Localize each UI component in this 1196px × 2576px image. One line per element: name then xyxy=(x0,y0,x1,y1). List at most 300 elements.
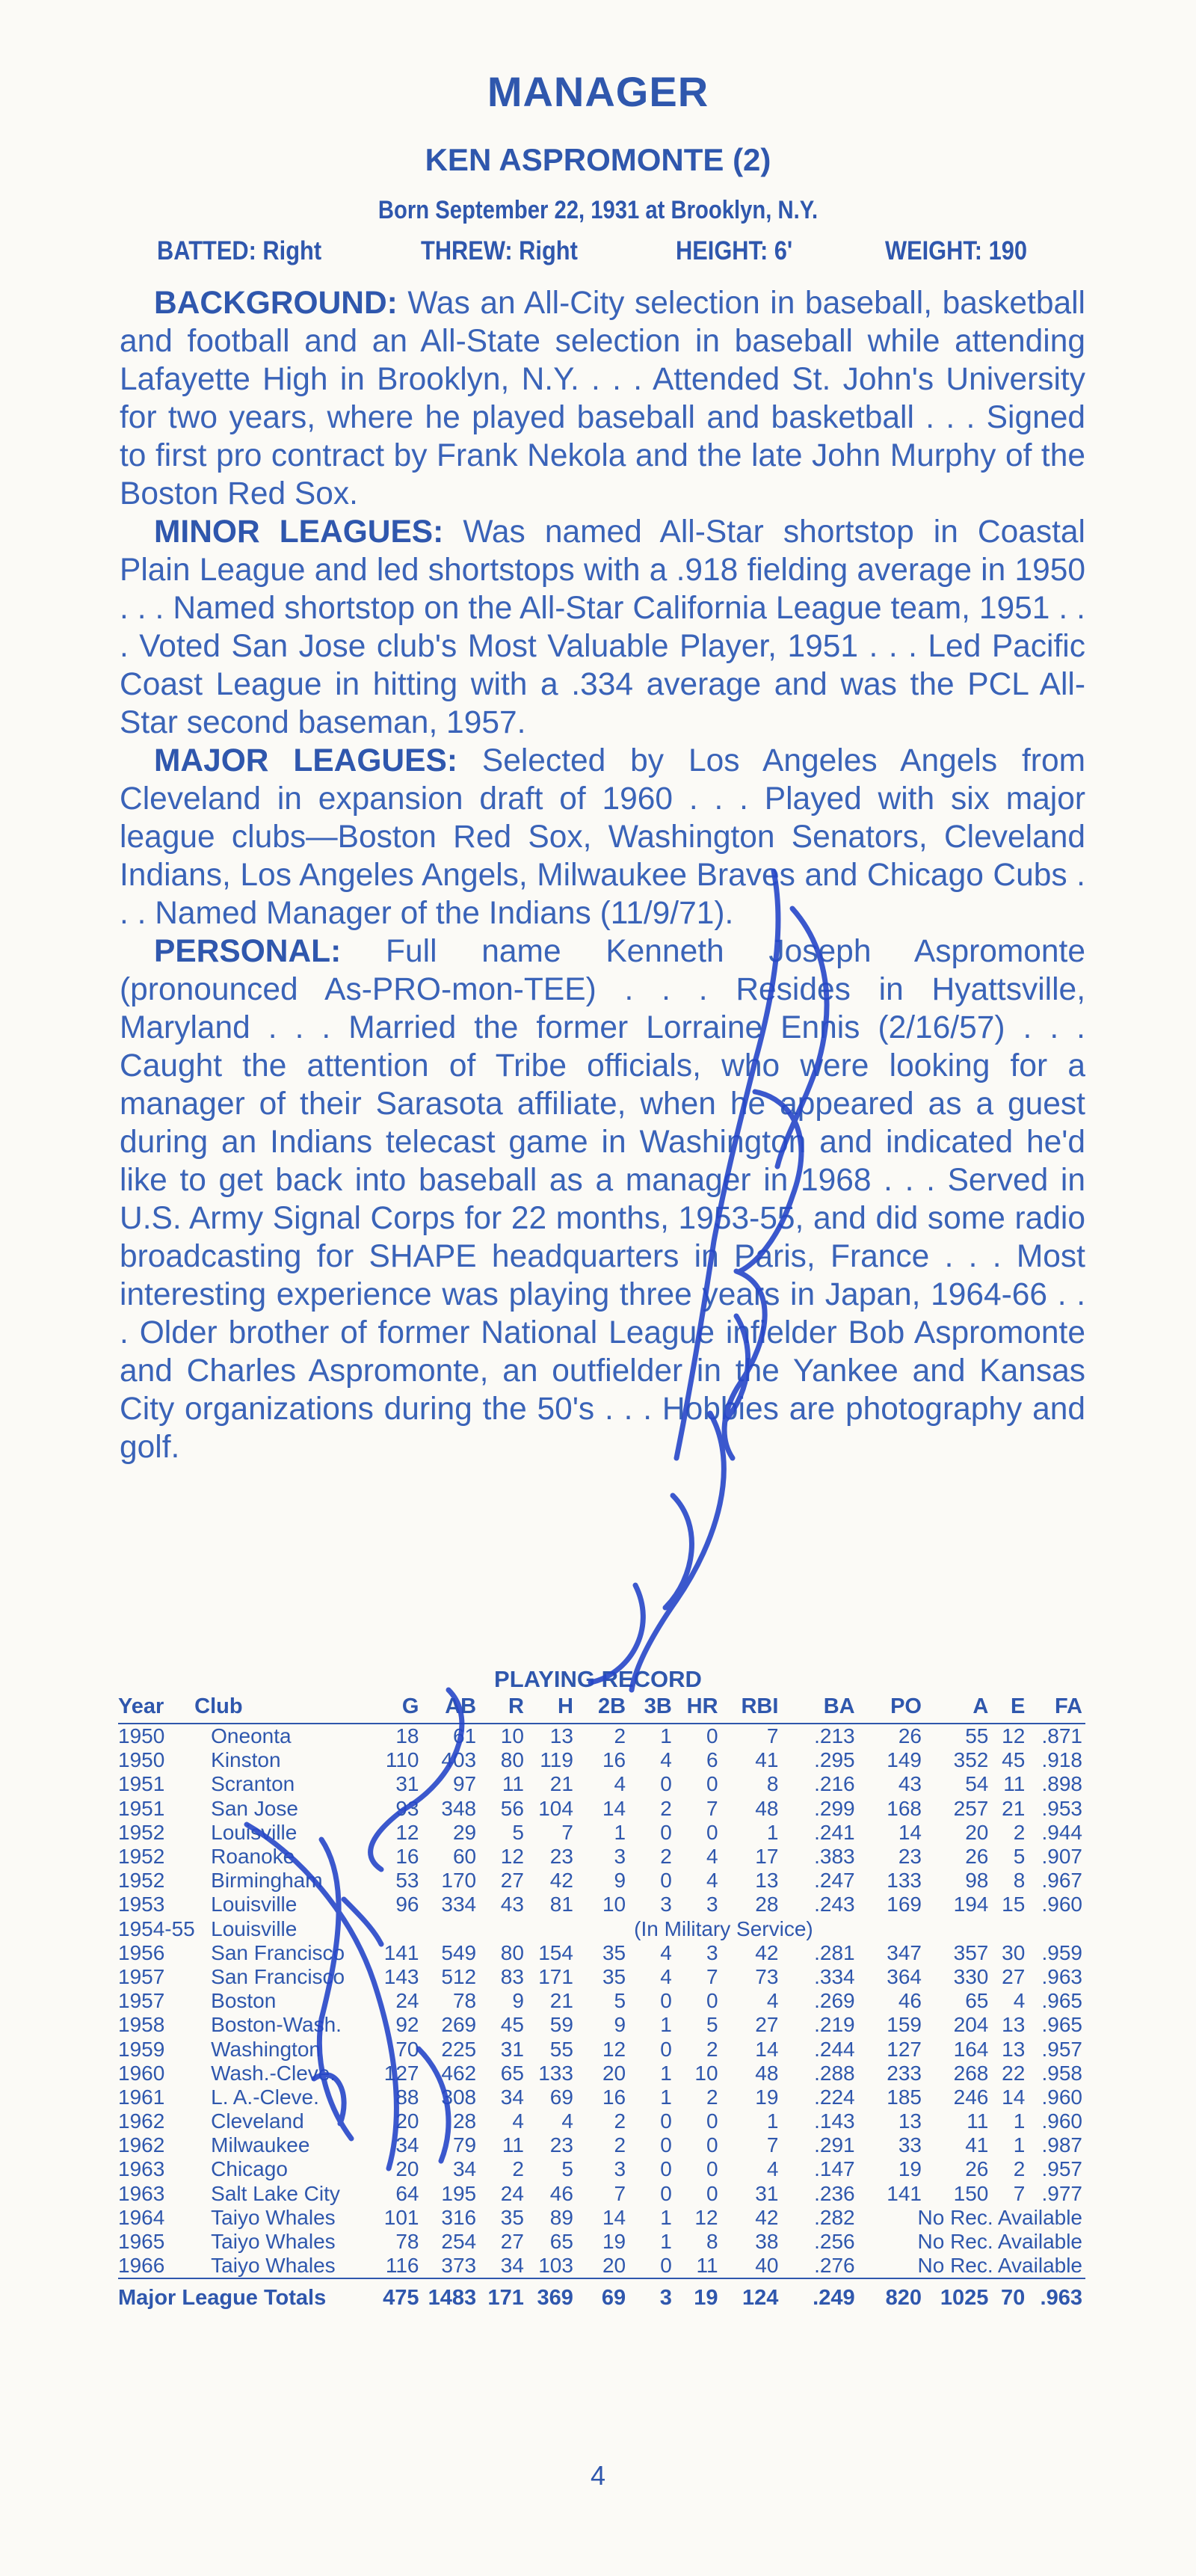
playing-record-table xyxy=(118,1693,1085,2314)
column-header: HR xyxy=(675,1693,721,1724)
totals-cell: 70 xyxy=(991,2278,1028,2314)
table-cell: Salt Lake City xyxy=(211,2181,340,2205)
table-cell: 26 xyxy=(965,2157,989,2181)
totals-cell: .249 xyxy=(781,2278,857,2314)
table-cell: 65 xyxy=(965,1989,989,2013)
table-cell: 0 xyxy=(660,2254,672,2278)
table-row xyxy=(118,2133,1085,2157)
table-cell: Taiyo Whales xyxy=(211,2254,336,2278)
table-cell: 0 xyxy=(706,1772,718,1796)
totals-cell: 3 xyxy=(629,2278,675,2314)
table-cell: .219 xyxy=(814,2013,855,2037)
table-cell: 89 xyxy=(549,2205,573,2229)
table-cell: 46 xyxy=(898,1989,922,2013)
table-cell: 2 xyxy=(512,2157,524,2181)
table-cell: .299 xyxy=(814,1796,855,1820)
table-cell: 133 xyxy=(538,2061,573,2085)
threw: THREW: Right xyxy=(420,236,578,265)
table-cell: .960 xyxy=(1041,2085,1082,2109)
totals-row xyxy=(118,2278,1085,2314)
table-cell: 93 xyxy=(395,1796,419,1820)
table-cell: 0 xyxy=(706,1989,718,2013)
table-cell: 23 xyxy=(898,1845,922,1869)
table-cell: 1 xyxy=(766,2109,779,2133)
table-cell: 141 xyxy=(383,1940,419,1964)
table-cell: 1950 xyxy=(118,1724,165,1748)
table-cell: 1 xyxy=(614,1820,626,1844)
table-cell: 21 xyxy=(549,1772,573,1796)
background-label: BACKGROUND: xyxy=(154,286,398,321)
table-cell: .957 xyxy=(1041,2157,1082,2181)
table-row xyxy=(118,1965,1085,1989)
column-header: 3B xyxy=(629,1693,675,1724)
table-cell: 357 xyxy=(953,1940,989,1964)
table-cell: 1951 xyxy=(118,1796,165,1820)
table-cell: 171 xyxy=(538,1964,573,1988)
table-cell: 1954-55 xyxy=(118,1916,195,1940)
table-cell: 21 xyxy=(549,1989,573,2013)
table-cell: 110 xyxy=(385,1748,419,1772)
table-cell: 54 xyxy=(965,1772,989,1796)
table-row xyxy=(118,1917,1085,1941)
table-cell: 254 xyxy=(441,2230,477,2254)
table-cell: 373 xyxy=(441,2254,477,2278)
table-cell: 70 xyxy=(395,2037,419,2061)
totals-cell: 69 xyxy=(576,2278,629,2314)
table-cell: 1959 xyxy=(118,2037,165,2061)
table-cell: 512 xyxy=(441,1964,477,1988)
totals-cell: 1025 xyxy=(925,2278,991,2314)
major-leagues-label: MAJOR LEAGUES: xyxy=(154,743,457,778)
table-cell: 80 xyxy=(500,1940,524,1964)
table-cell: 0 xyxy=(660,2157,672,2181)
table-cell: 1958 xyxy=(118,2013,165,2037)
table-cell: .269 xyxy=(814,1989,855,2013)
table-cell: 20 xyxy=(965,1820,989,1844)
table-cell: (In Military Service) xyxy=(634,1916,813,1940)
table-cell: 0 xyxy=(660,1820,672,1844)
table-cell: 168 xyxy=(887,1796,922,1820)
table-cell: 5 xyxy=(706,2013,718,2037)
table-cell: 334 xyxy=(441,1893,477,1916)
table-cell: 42 xyxy=(549,1869,573,1893)
table-cell: 308 xyxy=(441,2085,477,2109)
totals-cell: 19 xyxy=(675,2278,721,2314)
table-cell: 34 xyxy=(500,2085,524,2109)
table-cell: 4 xyxy=(1013,1989,1026,2013)
totals-cell: 124 xyxy=(721,2278,782,2314)
table-cell: 1952 xyxy=(118,1845,165,1869)
table-cell: 96 xyxy=(395,1893,419,1916)
table-cell: 269 xyxy=(441,2013,477,2037)
background-text: Was an All-City selection in baseball, basketball and football and an All-State selection in baseball while attending Lafayette High in Brooklyn, N.Y. . . . Attended St. John's University for two years, where he played baseball and basketball . . . Signed to first pro contract by Frank Nekola and the late John Murphy of the Boston Red Sox. xyxy=(120,286,1085,511)
table-row xyxy=(118,2230,1085,2254)
table-cell: 48 xyxy=(755,1796,779,1820)
table-cell: 14 xyxy=(898,1820,922,1844)
table-cell: 1957 xyxy=(118,1989,165,2013)
table-cell: 48 xyxy=(755,2061,779,2085)
table-cell: .957 xyxy=(1041,2037,1082,2061)
personal-label: PERSONAL: xyxy=(154,934,342,969)
table-row xyxy=(118,1989,1085,2013)
table-cell: 347 xyxy=(887,1940,922,1964)
table-cell: 4 xyxy=(660,1748,672,1772)
table-cell: Louisville xyxy=(211,1916,298,1940)
table-cell: Chicago xyxy=(211,2157,288,2181)
table-cell: 60 xyxy=(452,1845,477,1869)
table-cell: 19 xyxy=(898,2157,922,2181)
table-cell: 80 xyxy=(500,1748,524,1772)
table-row xyxy=(118,2062,1085,2085)
table-cell: 1966 xyxy=(118,2254,165,2278)
table-cell: 27 xyxy=(500,1869,524,1893)
table-cell: 3 xyxy=(614,1845,626,1869)
table-cell: 12 xyxy=(1002,1724,1026,1748)
column-header: AB xyxy=(422,1693,479,1724)
table-cell: San Jose xyxy=(211,1796,298,1820)
table-cell: 4 xyxy=(561,2109,573,2133)
table-row xyxy=(118,2013,1085,2037)
table-cell: 116 xyxy=(385,2254,419,2278)
totals-cell: 820 xyxy=(858,2278,925,2314)
table-cell: 154 xyxy=(538,1940,573,1964)
table-cell: .213 xyxy=(814,1724,855,1748)
table-cell: 43 xyxy=(898,1772,922,1796)
table-cell: 27 xyxy=(500,2230,524,2254)
table-row xyxy=(118,2085,1085,2109)
table-cell: 20 xyxy=(395,2109,419,2133)
table-cell: .147 xyxy=(814,2157,855,2181)
table-cell: 119 xyxy=(540,1748,573,1772)
table-row xyxy=(118,2206,1085,2230)
major-leagues-paragraph xyxy=(120,742,1085,932)
table-cell: 1952 xyxy=(118,1869,165,1893)
table-cell: 45 xyxy=(500,2013,524,2037)
table-row xyxy=(118,1821,1085,1845)
table-cell: 4 xyxy=(512,2109,524,2133)
table-cell: 79 xyxy=(452,2133,477,2157)
table-cell: 13 xyxy=(1002,2013,1026,2037)
table-cell: 7 xyxy=(766,2133,779,2157)
totals-cell: .963 xyxy=(1028,2278,1085,2314)
table-cell: 23 xyxy=(549,2133,573,2157)
table-cell: Wash.-Cleve. xyxy=(211,2061,336,2085)
height: HEIGHT: 6' xyxy=(675,236,793,265)
table-cell: 65 xyxy=(500,2061,524,2085)
table-cell: 127 xyxy=(383,2061,419,2085)
table-cell: Taiyo Whales xyxy=(211,2205,336,2229)
table-cell: 0 xyxy=(706,1724,718,1748)
table-cell: 4 xyxy=(660,1964,672,1988)
page-title: MANAGER xyxy=(487,68,709,115)
table-cell: 26 xyxy=(898,1724,922,1748)
table-cell: 42 xyxy=(755,2205,779,2229)
column-header: FA xyxy=(1028,1693,1085,1724)
table-cell: 12 xyxy=(395,1820,419,1844)
table-cell: 78 xyxy=(395,2230,419,2254)
table-cell: Cleveland xyxy=(211,2109,304,2133)
table-cell: 159 xyxy=(887,2013,922,2037)
table-cell: 17 xyxy=(755,1845,779,1869)
table-cell: .282 xyxy=(814,2205,855,2229)
table-cell: 4 xyxy=(706,1869,718,1893)
minor-leagues-paragraph xyxy=(120,513,1085,742)
table-row xyxy=(118,1797,1085,1821)
table-cell: 150 xyxy=(953,2181,989,2205)
table-cell: 34 xyxy=(452,2157,477,2181)
table-cell: 11 xyxy=(967,2109,989,2133)
table-cell: 149 xyxy=(887,1748,922,1772)
table-cell: 8 xyxy=(706,2230,718,2254)
table-cell: 2 xyxy=(614,2109,626,2133)
table-cell: 26 xyxy=(965,1845,989,1869)
table-cell: No Rec. Available xyxy=(917,2254,1082,2278)
record-header-row xyxy=(118,1693,1085,1724)
table-cell: 1 xyxy=(660,2013,672,2037)
table-cell: 33 xyxy=(898,2133,922,2157)
table-cell: 4 xyxy=(706,1845,718,1869)
table-cell: .216 xyxy=(814,1772,855,1796)
table-cell: 42 xyxy=(755,1940,779,1964)
table-cell: 29 xyxy=(452,1820,477,1844)
table-cell: 194 xyxy=(953,1893,989,1916)
table-cell: 364 xyxy=(887,1964,922,1988)
table-row xyxy=(118,2157,1085,2181)
table-cell: 1963 xyxy=(118,2157,165,2181)
table-cell: 1 xyxy=(660,2205,672,2229)
table-cell: 330 xyxy=(953,1964,989,1988)
table-cell: 27 xyxy=(755,2013,779,2037)
table-cell: 143 xyxy=(383,1964,419,1988)
table-cell: .247 xyxy=(814,1869,855,1893)
table-cell: .256 xyxy=(814,2230,855,2254)
table-cell: 19 xyxy=(602,2230,626,2254)
table-cell: 92 xyxy=(395,2013,419,2037)
table-cell: 27 xyxy=(1002,1964,1026,1988)
table-cell: 7 xyxy=(561,1820,573,1844)
table-cell: 31 xyxy=(500,2037,524,2061)
table-cell: 1 xyxy=(766,1820,779,1844)
table-cell: 9 xyxy=(614,1869,626,1893)
table-cell: .291 xyxy=(814,2133,855,2157)
table-cell: 46 xyxy=(549,2181,573,2205)
table-cell: 69 xyxy=(549,2085,573,2109)
table-cell: 20 xyxy=(602,2061,626,2085)
table-cell: 8 xyxy=(1013,1869,1026,1893)
table-cell: Boston-Wash. xyxy=(211,2013,342,2037)
column-header: H xyxy=(527,1693,576,1724)
table-cell: No Rec. Available xyxy=(917,2205,1082,2229)
table-cell: 41 xyxy=(965,2133,989,2157)
table-cell: 11 xyxy=(502,2133,524,2157)
table-cell: 12 xyxy=(694,2205,718,2229)
table-cell: 0 xyxy=(706,2157,718,2181)
table-cell: 4 xyxy=(660,1940,672,1964)
table-cell: Kinston xyxy=(211,1748,281,1772)
table-cell: .944 xyxy=(1041,1820,1082,1844)
table-cell: .871 xyxy=(1041,1724,1082,1748)
table-cell: .965 xyxy=(1041,1989,1082,2013)
table-cell: 11 xyxy=(696,2254,718,2278)
table-cell: 1951 xyxy=(118,1772,165,1796)
table-cell: 1 xyxy=(660,1724,672,1748)
table-cell: 41 xyxy=(755,1748,779,1772)
totals-cell: Major League Totals xyxy=(118,2278,365,2314)
table-row xyxy=(118,1941,1085,1965)
table-cell: 1953 xyxy=(118,1893,165,1916)
totals-cell: 1483 xyxy=(422,2278,479,2314)
totals-cell: 475 xyxy=(365,2278,422,2314)
table-cell: .918 xyxy=(1041,1748,1082,1772)
personal-text: Full name Kenneth Joseph Aspromonte (pronounced As-PRO-mon-TEE) . . . Resides in Hyattsville, Maryland . . . Married the former Lorraine Ennis (2/16/57) . . . Caught the attention of Tribe officials, who were looking for a manager of their Sarasota affiliate, when he appeared as a guest during an Indians telecast game in Washington and indicated he'd like to get back into baseball as a manager in 1968 . . . Served in U.S. Army Signal Corps for 22 months, 1953-55, and did some radio broadcasting for SHAPE headquarters in Paris, France . . . Most interesting experience was playing three years in Japan, 1964-66 . . . Older brother of former National League infielder Bob Aspromonte and Charles Aspromonte, an outfielder in the Yankee and Kansas City organizations during the 50's . . . Hobbies are photography and golf. xyxy=(120,934,1085,1465)
table-cell: 88 xyxy=(395,2085,419,2109)
table-cell: 14 xyxy=(602,2205,626,2229)
table-cell: San Francisco xyxy=(211,1964,345,1988)
table-cell: .334 xyxy=(814,1964,855,1988)
table-cell: 35 xyxy=(602,1964,626,1988)
table-cell: 1 xyxy=(660,2230,672,2254)
table-cell: .383 xyxy=(814,1845,855,1869)
table-cell: 2 xyxy=(706,2037,718,2061)
table-cell: .243 xyxy=(814,1893,855,1916)
table-cell: 43 xyxy=(500,1893,524,1916)
column-header: Club xyxy=(194,1693,365,1724)
table-cell: 0 xyxy=(660,1989,672,2013)
table-cell: 98 xyxy=(965,1869,989,1893)
table-cell: 2 xyxy=(614,2133,626,2157)
table-cell: 225 xyxy=(441,2037,477,2061)
table-cell: .963 xyxy=(1041,1964,1082,1988)
table-cell: 1 xyxy=(660,2085,672,2109)
totals-cell: 171 xyxy=(479,2278,527,2314)
table-cell: 10 xyxy=(694,2061,718,2085)
table-cell: 5 xyxy=(561,2157,573,2181)
table-cell: 10 xyxy=(500,1724,524,1748)
table-cell: 2 xyxy=(660,1796,672,1820)
table-cell: 13 xyxy=(898,2109,922,2133)
column-header: BA xyxy=(781,1693,857,1724)
table-cell: 38 xyxy=(755,2230,779,2254)
table-cell: 0 xyxy=(706,2133,718,2157)
table-cell: 7 xyxy=(766,1724,779,1748)
table-cell: 24 xyxy=(500,2181,524,2205)
table-cell: 13 xyxy=(755,1869,779,1893)
table-cell: 2 xyxy=(660,1845,672,1869)
totals-cell: 369 xyxy=(527,2278,576,2314)
table-cell: 4 xyxy=(766,1989,779,2013)
table-cell: Oneonta xyxy=(211,1724,292,1748)
table-cell: .960 xyxy=(1041,1893,1082,1916)
table-row xyxy=(118,2109,1085,2133)
column-header: RBI xyxy=(721,1693,782,1724)
table-cell: .987 xyxy=(1041,2133,1082,2157)
minor-leagues-text: Was named All-Star shortstop in Coastal Plain League and led shortstops with a .918 fielding average in 1950 . . . Named shortstop on the All-Star California League team, 1951 . . . Voted San Jose club's Most Valuable Player, 1951 . . . Led Pacific Coast League in hitting with a .334 average and was the PCL All-Star second baseman, 1957. xyxy=(120,514,1085,740)
table-cell: Louisville xyxy=(211,1893,298,1916)
table-cell: 0 xyxy=(660,2037,672,2061)
table-cell: .288 xyxy=(814,2061,855,2085)
table-cell: .295 xyxy=(814,1748,855,1772)
table-cell: 0 xyxy=(660,2109,672,2133)
table-cell: 0 xyxy=(660,1869,672,1893)
table-cell: 65 xyxy=(549,2230,573,2254)
table-cell: 56 xyxy=(500,1796,524,1820)
table-cell: .236 xyxy=(814,2181,855,2205)
table-cell: 5 xyxy=(1013,1845,1026,1869)
table-cell: 14 xyxy=(1002,2085,1026,2109)
table-cell: 7 xyxy=(706,1964,718,1988)
table-cell: 6 xyxy=(706,1748,718,1772)
table-cell: 45 xyxy=(1002,1748,1026,1772)
table-cell: 5 xyxy=(512,1820,524,1844)
table-cell: 164 xyxy=(953,2037,989,2061)
table-cell: 21 xyxy=(1002,1796,1026,1820)
table-cell: Birmingham xyxy=(211,1869,323,1893)
table-cell: 103 xyxy=(538,2254,573,2278)
table-cell: 2 xyxy=(1013,2157,1026,2181)
minor-leagues-label: MINOR LEAGUES: xyxy=(154,514,444,550)
table-cell: 549 xyxy=(441,1940,477,1964)
table-cell: 185 xyxy=(887,2085,922,2109)
table-cell: .224 xyxy=(814,2085,855,2109)
column-header: Year xyxy=(118,1693,194,1724)
table-cell: 1965 xyxy=(118,2230,165,2254)
page-number: 4 xyxy=(590,2460,606,2491)
table-cell: 5 xyxy=(614,1989,626,2013)
table-cell: 9 xyxy=(512,1989,524,2013)
table-cell: 233 xyxy=(887,2061,922,2085)
background-paragraph xyxy=(120,284,1085,513)
table-cell: 83 xyxy=(500,1964,524,1988)
column-header: PO xyxy=(858,1693,925,1724)
table-cell: Scranton xyxy=(211,1772,295,1796)
table-cell: 20 xyxy=(602,2254,626,2278)
table-cell: 81 xyxy=(549,1893,573,1916)
table-cell: 462 xyxy=(441,2061,477,2085)
table-cell: L. A.-Cleve. xyxy=(211,2085,319,2109)
table-cell: 12 xyxy=(500,1845,524,1869)
table-cell: 257 xyxy=(953,1796,989,1820)
table-cell: 403 xyxy=(441,1748,477,1772)
physical-stats xyxy=(157,236,1046,266)
table-cell: .953 xyxy=(1041,1796,1082,1820)
table-cell: 1963 xyxy=(118,2181,165,2205)
batted: BATTED: Right xyxy=(157,236,322,265)
table-cell: 13 xyxy=(549,1724,573,1748)
table-cell: 19 xyxy=(755,2085,779,2109)
table-cell: 8 xyxy=(766,1772,779,1796)
table-cell: 1 xyxy=(1013,2133,1026,2157)
major-leagues-text: Selected by Los Angeles Angels from Cleveland in expansion draft of 1960 . . . Played with six major league clubs—Boston Red Sox, Washington Senators, Cleveland Indians, Los Angeles Angels, Milwaukee Braves and Chicago Cubs . . . Named Manager of the Indians (11/9/71). xyxy=(120,743,1086,931)
table-cell: 1960 xyxy=(118,2061,165,2085)
table-row xyxy=(118,1845,1085,1869)
table-cell: 35 xyxy=(500,2205,524,2229)
table-cell: .281 xyxy=(814,1940,855,1964)
table-cell: 1 xyxy=(660,2061,672,2085)
table-cell: Taiyo Whales xyxy=(211,2230,336,2254)
table-cell: 1962 xyxy=(118,2133,165,2157)
table-row xyxy=(118,1893,1085,1916)
table-cell: 11 xyxy=(1003,1772,1026,1796)
table-cell: 28 xyxy=(452,2109,477,2133)
table-cell: 24 xyxy=(395,1989,419,2013)
table-cell: 73 xyxy=(755,1964,779,1988)
column-header: G xyxy=(365,1693,422,1724)
table-cell: Washington xyxy=(211,2037,321,2061)
table-cell: 1964 xyxy=(118,2205,165,2229)
table-cell: 1956 xyxy=(118,1940,165,1964)
table-cell: .959 xyxy=(1041,1940,1082,1964)
table-cell: .958 xyxy=(1041,2061,1082,2085)
